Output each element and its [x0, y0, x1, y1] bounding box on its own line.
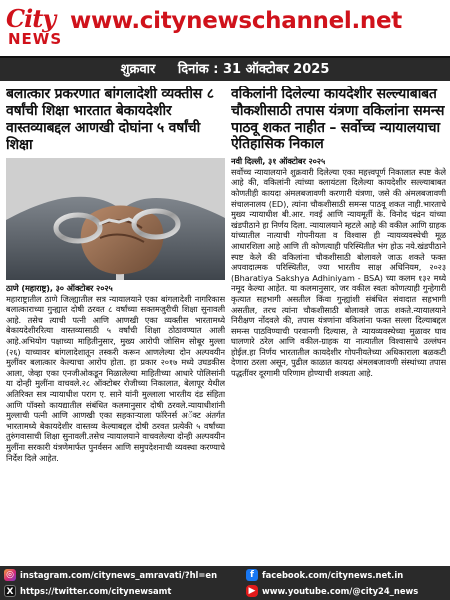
x-twitter-icon: X	[4, 585, 16, 597]
instagram-link[interactable]	[4, 568, 217, 583]
date-day: शुक्रवार	[120, 62, 156, 77]
logo-city-text: City	[6, 4, 56, 33]
left-article-dateline: ठाणे (महाराष्ट्र), ३० ऑक्टोबर २०२५	[6, 283, 113, 293]
facebook-link[interactable]	[246, 568, 403, 583]
facebook-url: facebook.com/citynews.net.in	[262, 570, 404, 580]
twitter-url: https://twitter.com/citynewsamt	[20, 586, 172, 596]
right-article-body-text: सर्वोच्च न्यायालयाने शुक्रवारी दिलेल्या एका महत्त्वपूर्ण निकालात स्पष्ट केले आहे की, वकिलांनी त्यांच्या क्लायंटला दिलेल्या कायदेशीर सल्ल्याबाबत कोणतीही कायदा अंमलबजावणी करणारी यंत्रणा, जसे की अंमलबजावणी संचालनालय (ED), त्यांना चौकशीसाठी समन्स पाठवू शकत नाही.भारताचे मुख्य न्यायाधीश बी.आर. गवई आणि न्यायमूर्ती के. विनोद चंद्रन यांच्या खंडपीठाने हा निर्णय दिला. न्यायालयाने म्हटले आहे की वकील आणि ग्राहक यांच्यातील नात्याची गोपनीयता व विश्वास ही न्यायव्यवस्थेची मूळ आधारशिला आहे आणि ती कोणत्याही परिस्थितीत भंग होऊ नये.खंडपीठाने स्पष्ट केले की वकिलांना चौकशीसाठी बोलावले जाऊ शकते फक्त अपवादात्मक परिस्थितीत, ज्या भारतीय साक्ष अधिनियम, २०२३ (Bharatiya Sakshya Adhiniyam - BSA) च्या कलम १३२ मध्ये नमूद केल्या आहेत. या कलमानुसार, जर वकील स्वतः कोणत्याही गुन्हेगारी कृत्यात सहभागी असतील किंवा गुन्ह्यांशी संबंधित संवादात सहभागी असतील, तरच त्यांना चौकशीसाठी बोलावले जाऊ शकते.न्यायालयाने निरीक्षण नोंदवले की, तपास यंत्रणांना वकिलांना फक्त सल्ला दिल्याबद्दल समन्स पाठविण्याची परवानगी दिल्यास, ते न्यायव्यवस्थेच्या मुळावर घाव घालणारे ठरेल आणि वकील-ग्राहक या नात्यातील विश्वासाचे उल्लंघन होईल.हा निर्णय भारतातील कायदेशीर गोपनीयतेच्या अधिकाराला बळकटी देणारा ठरला असून, पुढील काळात कायदा अंमलबजावणी संस्थांच्या तपास पद्धतींवर दूरगामी परिणाम होण्याची शक्यता आहे.	[231, 166, 446, 379]
left-article-body	[6, 283, 225, 463]
site-url[interactable]: www.citynewschannel.net	[70, 8, 402, 34]
right-article	[231, 86, 446, 563]
left-article-body-text: महाराष्ट्रातील ठाणे जिल्ह्यातील सत्र न्यायालयाने एका बांगलादेशी नागरिकास बलात्काराच्या गुन्ह्यात दोषी ठरवत ८ वर्षांच्या सक्तमजुरीची शिक्षा सुनावली आहे. तसेच त्याची पत्नी आणि आणखी एका व्यक्तीस भारतामध्ये बेकायदेशीररित्या वास्तव्यासाठी ५ वर्षांची शिक्षा ठोठावण्यात आली आहे.अभियोग पक्षाच्या माहितीनुसार, मुख्य आरोपी जोसिम सोबूर मुल्ला (२६) याच्यावर बांगलादेशातून तस्करी करून आणलेल्या दोन अल्पवयीन मुलींवर बलात्कार केल्याचा आरोप होता. हा प्रकार २०१७ मध्ये उघडकीस आला, जेव्हा एका एनजीओकडून मिळालेल्या माहितीच्या आधारे पोलिसांनी या दोन्ही मुलींना वाचवले.२८ ऑक्टोबर रोजीच्या निकालात, बेलापूर येथील अतिरिक्त सत्र न्यायाधीश पराग ए. साने यांनी मुल्लाला भारतीय दंड संहिता आणि पॉक्सो कायद्यातील संबंधित कलमानुसार दोषी ठरवले.न्यायाधीशांनी मुल्लाची पत्नी आणि आणखी एका सहकाऱ्याला फॉरेनर्स अॅक्ट अंतर्गत भारतामध्ये बेकायदेशीर वास्तव्य केल्याबद्दल दोषी ठरवत प्रत्येकी ५ वर्षांच्या तुरुंगवासाची शिक्षा सुनावली.तसेच न्यायालयाने वाचवलेल्या दोन्ही अल्पवयीन मुलींना सरकारी यंत्रणेमार्फत पुनर्वसन आणि समुपदेशनाची व्यवस्था करण्याचे निर्देश दिले आहेत.	[6, 293, 225, 463]
twitter-link[interactable]	[4, 584, 171, 599]
handcuffed-hands-photo	[6, 158, 225, 280]
youtube-url: www.youtube.com/@city24_news	[262, 586, 419, 596]
right-article-dateline: नवी दिल्ली, ३१ ऑक्टोबर २०२५	[231, 156, 326, 167]
youtube-icon: ▶	[246, 585, 258, 597]
date-text: दिनांक : 31 ऑक्टोबर 2025	[177, 62, 330, 77]
right-article-headline: वकिलांनी दिलेल्या कायदेशीर सल्ल्याबाबत चौकशीसाठी तपास यंत्रणा वकिलांना समन्स पाठवू शकत नाहीत – सर्वोच्च न्यायालयाचा ऐतिहासिक निकाल	[231, 86, 445, 153]
left-article	[6, 86, 225, 563]
social-footer	[0, 566, 450, 600]
date-band	[0, 56, 450, 81]
instagram-url: instagram.com/citynews_amravati/?hl=en	[20, 570, 218, 580]
masthead	[0, 0, 450, 56]
city-news-logo[interactable]	[6, 6, 66, 50]
date-line	[100, 59, 350, 81]
logo-news-text: NEWS	[8, 30, 63, 48]
facebook-icon: f	[246, 569, 258, 581]
youtube-link[interactable]	[246, 584, 418, 599]
instagram-icon: ◎	[4, 569, 16, 581]
right-article-body	[231, 156, 446, 378]
left-article-headline: बलात्कार प्रकरणात बांगलादेशी व्यक्तीस ८ वर्षांची शिक्षा भारतात बेकायदेशीर वास्तव्याबद्दल आणखी दोघांना ५ वर्षांची शिक्षा	[6, 86, 214, 153]
